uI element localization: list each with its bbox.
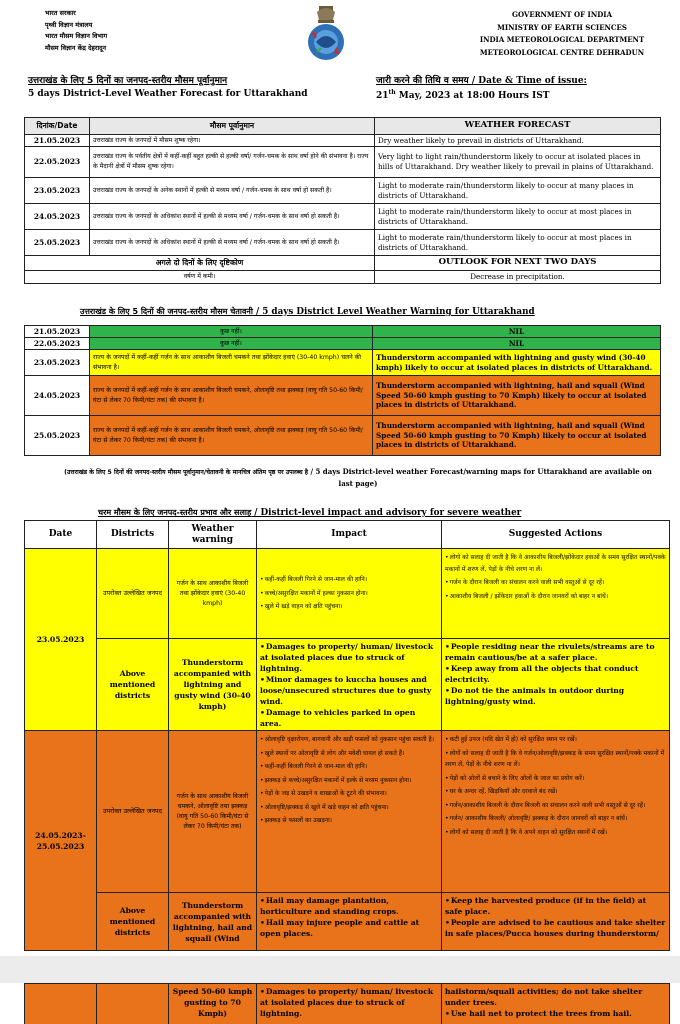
header-english-line: MINISTRY OF EARTH SCIENCES [497, 22, 627, 32]
forecast-table-header [25, 118, 661, 135]
forecast-row [25, 147, 661, 178]
action-item: • गर्जन/ आकाशीय बिजली/ ओलावृष्टि/ झक्कड़ के दौरान जानवरों को बाहर न बांधें। [445, 813, 666, 825]
action-item: • लोगों को सलाह दी जाती है कि वे गर्जन/ओलावृष्टि/झक्कड़ के समय सुरक्षित स्थानों/पक्के मकानों में शरण लें, पेड़ों के नीचे शरण ना लें। [445, 748, 666, 771]
forecast-english: Very light to light rain/thunderstorm likely to occur at isolated places in hills of Uttarakhand. Dry weather likely to prevail in plains of Uttarakhand. [375, 147, 661, 178]
warning-row [25, 376, 661, 416]
impact-list [257, 893, 442, 951]
outlook-english: OUTLOOK FOR NEXT TWO DAYS [375, 256, 661, 271]
impact-list [257, 984, 442, 1024]
impact-district: Above mentioned districts [97, 893, 169, 951]
impact-item: • Hail may damage plantation, horticulture and standing crops. [260, 895, 438, 917]
impact-warning: Thunderstorm accompanied with lightning, hail and squall (Wind [169, 893, 257, 951]
warning-row [25, 326, 661, 338]
impact-list [257, 549, 442, 639]
forecast-english: Light to moderate rain/thunderstorm likely to occur at most places in districts of Uttarakhand. [375, 230, 661, 256]
forecast-hindi: उत्तराखंड राज्य के पर्वतीय क्षेत्रों में कहीं-कहीं बहुत हल्की से हल्की वर्षा/ गर्जन-चमक के साथ वर्षा होने की संभावना है। राज्य के मैदानी क्षेत्रों में मौसम शुष्क रहेगा। [90, 147, 375, 178]
forecast-row [25, 230, 661, 256]
header-forecast-hindi: मौसम पूर्वानुमान [90, 118, 375, 135]
impact-district [97, 984, 169, 1024]
warning-date: 22.05.2023 [25, 338, 90, 350]
impact-date: 23.05.2023 [25, 549, 97, 731]
impact-item: • खुले में खड़े वाहन को क्षति पहुंचना। [260, 601, 438, 613]
outlook-value-hindi: वर्षण में कमी। [25, 271, 375, 284]
warning-hindi: कुछ नहीं। [90, 326, 373, 338]
action-item: • आकाशीय बिजली / झोंकेदार हवाओं के दौरान जानवरों को बाहर न बांधें। [445, 591, 666, 603]
outlook-value-english: Decrease in precipitation. [375, 271, 661, 284]
forecast-hindi: उत्तराखंड राज्य के जनपदों के अधिकांश स्थानों में हल्की से मध्यम वर्षा / गर्जन-चमक के साथ वर्षा हो सकती है। [90, 230, 375, 256]
forecast-title [28, 73, 358, 99]
impact-item: • Hail may injure people and cattle at open places. [260, 917, 438, 939]
impact-warning: गर्जन के साथ आकाशीय बिजली चमकने, ओलावृष्टि तथा झक्कड़ (वायु गति 50-60 किमी/घंटा से लेकर 70 किमी/घंटा तक) [169, 731, 257, 893]
header-english [452, 9, 672, 59]
header-actions: Suggested Actions [442, 521, 670, 549]
header-english-line: METEOROLOGICAL CENTRE DEHRADUN [479, 47, 645, 57]
issue-date-value: 21th May, 2023 at 18:00 Hours IST [376, 89, 550, 101]
maps-note: (उत्तराखंड के लिए 5 दिनों की जनपद-स्तरीय मौसम पूर्वानुमान/चेतावनी के मानचित्र अंतिम पृष्ठ पर उपलब्ध है / 5 days District-level weather Forecast/warning maps for Uttarakhand are available on last page) [64, 467, 652, 488]
header-hindi-line: भारत मौसम विज्ञान विभाग [45, 32, 108, 40]
forecast-hindi: उत्तराखंड राज्य के जनपदों में मौसम शुष्क रहेगा। [90, 135, 375, 147]
impact-item: • कहीं-कहीं बिजली गिरने से जान-माल की हानि। [260, 574, 438, 586]
action-item: • People residing near the rivulets/streams are to remain cautious/be at a safer place. [445, 641, 666, 663]
warning-date: 21.05.2023 [25, 326, 90, 338]
action-item: • Use hail net to protect the trees from hail. [445, 1008, 666, 1019]
warning-hindi: कुछ नहीं। [90, 338, 373, 350]
impact-item: • झक्कड़ से कच्चे/असुरक्षित मकानों में हल्के से मध्यम नुकसान होना। [260, 775, 438, 787]
forecast-english: Dry weather likely to prevail in districts of Uttarakhand. [375, 135, 661, 147]
impact-row [25, 984, 670, 1024]
header-forecast-english: WEATHER FORECAST [375, 118, 661, 135]
outlook-row [25, 256, 661, 271]
header-warning: Weather warning [169, 521, 257, 549]
issue-date-label: जारी करने की तिथि व समय / Date & Time of issue: [376, 76, 587, 86]
action-item: • गर्जन के दौरान बिजली का संचालन करने वाली सभी वस्तुओं से दूर रहें। [445, 577, 666, 589]
impact-item: • खुले स्थानों पर ओलावृष्टि से लोग और मवेशी घायल हो सकते हैं। [260, 748, 438, 760]
impact-list [257, 731, 442, 893]
header-hindi [45, 8, 195, 54]
warning-english: NIL [373, 338, 661, 350]
forecast-row [25, 204, 661, 230]
header-english-line: INDIA METEOROLOGICAL DEPARTMENT [479, 35, 645, 44]
impact-table [24, 520, 670, 951]
warning-english: Thunderstorm accompanied with lightning and gusty wind (30-40 kmph) likely to occur at isolated places in districts of Uttarakhand. [373, 350, 661, 376]
warning-row [25, 416, 661, 456]
impact-list [257, 639, 442, 731]
action-item: • Keep away from all the objects that conduct electricity. [445, 663, 666, 685]
impact-item: • Minor damages to kuccha houses and loose/unsecured structures due to gusty wind. [260, 674, 438, 707]
forecast-date: 24.05.2023 [25, 204, 90, 230]
impact-row [25, 731, 670, 893]
header-english-line: GOVERNMENT OF INDIA [511, 10, 613, 19]
header-hindi-line: पृथ्वी विज्ञान मंत्रालय [45, 20, 93, 29]
impact-item: • Damages to property/ human/ livestock at isolated places due to struck of lightning. [260, 986, 438, 1019]
actions-list [442, 639, 670, 731]
header-hindi-line: मौसम विज्ञान केंद्र देहरादून [45, 43, 107, 52]
forecast-hindi: उत्तराखंड राज्य के जनपदों के अनेक स्थानों में हल्की से मध्यम वर्षा / गर्जन-चमक के साथ वर्षा हो सकती है। [90, 178, 375, 204]
action-item: • गर्जन/आकाशीय बिजली के दौरान बिजली का संचालन करने वाली सभी वस्तुओं से दूर रहें। [445, 800, 666, 812]
forecast-hindi: उत्तराखंड राज्य के जनपदों के अधिकांश स्थानों में हल्की से मध्यम वर्षा / गर्जन-चमक के साथ वर्षा हो सकती है। [90, 204, 375, 230]
header-hindi-line: भारत सरकार [45, 9, 76, 17]
forecast-table [24, 117, 661, 284]
impact-warning: Thunderstorm accompanied with lightning and gusty wind (30-40 kmph) [169, 639, 257, 731]
actions-list [442, 731, 670, 893]
impact-item: • ओलावृष्टि वृक्षारोपण, बागवानी और खड़ी फसलों को नुकसान पहुंचा सकती है। [260, 734, 438, 746]
forecast-date: 21.05.2023 [25, 135, 90, 147]
national-emblem-logo [303, 4, 349, 66]
header-districts: Districts [97, 521, 169, 549]
impact-title: चरम मौसम के लिए जनपद-स्तरीय प्रभाव और सलाह / District-level impact and advisory for severe weather [98, 508, 522, 518]
impact-item: • Damages to property/ human/ livestock at isolated places due to struck of lightning. [260, 641, 438, 674]
forecast-english: Light to moderate rain/thunderstorm likely to occur at many places in districts of Uttarakhand. [375, 178, 661, 204]
impact-district: Above mentioned districts [97, 639, 169, 731]
action-item: • लोगों को सलाह दी जाती है कि वे अपने वाहन को सुरक्षित स्थानों में रखें। [445, 827, 666, 839]
action-item: • लोगो को सलाह दी जाती है कि वे आकाशीय बिजली/झोंकेदार हवाओं के समय सुरक्षित स्थानों/पक्के मकानों में शरण लें, पेड़ों के नीचे शरण ना लें। [445, 552, 666, 575]
forecast-title-hindi: उत्तराखंड के लिए 5 दिनों का जनपद-स्तरीय मौसम पूर्वानुमान [28, 76, 228, 86]
forecast-title-english: 5 days District-Level Weather Forecast for Uttarakhand [28, 89, 308, 99]
action-item: • घर के अन्दर रहें, खिड़कियाँ और दरवाजे बंद रखें। [445, 786, 666, 798]
forecast-english: Light to moderate rain/thunderstorm likely to occur at most places in districts of Uttarakhand. [375, 204, 661, 230]
warning-hindi: राज्य के जनपदों में कहीं-कहीं गर्जन के साथ आकाशीय बिजली चमकने, ओलावृष्टि तथा झक्कड़ (वायु गति 50-60 किमी/घंटा से लेकर 70 किमी/घंटा तक) की संभावना है। [90, 376, 373, 416]
header-date: Date [25, 521, 97, 549]
impact-item: • ओलावृष्टि/झक्कड़ से खुले में खड़े वाहन को क्षति पहुंचना। [260, 802, 438, 814]
warning-date: 25.05.2023 [25, 416, 90, 456]
impact-item: • पेड़ों के जड़ से उखड़ने व शाखाओं के टूटने की संभावना। [260, 788, 438, 800]
forecast-date: 25.05.2023 [25, 230, 90, 256]
warning-english: Thunderstorm accompanied with lightning, hail and squall (Wind Speed 50-60 kmph gusting to 70 Kmph) likely to occur at isolated places in districts of Uttarakhand. [373, 376, 661, 416]
actions-list [442, 893, 670, 951]
impact-table-continued [24, 983, 670, 1024]
impact-row [25, 893, 670, 951]
impact-district: उपरोक्त उल्लेखित जनपद [97, 549, 169, 639]
action-item: • Do not tie the animals in outdoor during lightning/gusty wind. [445, 685, 666, 707]
impact-item: • झक्कड़ से फसलों का उखड़ना। [260, 815, 438, 827]
header-date: दिनांक/Date [25, 118, 90, 135]
header-impact: Impact [257, 521, 442, 549]
actions-list [442, 549, 670, 639]
impact-date [25, 984, 97, 1024]
warning-english: Thunderstorm accompanied with lightning, hail and squall (Wind Speed 50-60 kmph gusting to 70 Kmph) likely to occur at isolated places in districts of Uttarakhand. [373, 416, 661, 456]
outlook-hindi: अगले दो दिनों के लिए दृष्टिकोण [25, 256, 375, 271]
issue-date [376, 73, 676, 101]
impact-warning: गर्जन के साथ आकाशीय बिजली तथा झोंकेदार हवाएं (30-40 kmph) [169, 549, 257, 639]
impact-date: 24.05.2023-25.05.2023 [25, 731, 97, 951]
warning-english: NIL [373, 326, 661, 338]
impact-item: • कहीं-कहीं बिजली गिरने से जान-माल की हानि। [260, 761, 438, 773]
action-item: • पेड़ों को ओलों से बचाने के लिए ओलों के जाल का प्रयोग करें। [445, 773, 666, 785]
impact-row [25, 549, 670, 639]
action-item: • Keep the harvested produce (if in the field) at safe place. [445, 895, 666, 917]
warning-row [25, 350, 661, 376]
action-item: • कटी हुई उपज (यदि खेत में हो) को सुरक्षित स्थान पर रखें। [445, 734, 666, 746]
action-item: • People are advised to be cautious and take shelter in safe places/Pucca houses during thunderstorm/ [445, 917, 666, 939]
warning-date: 23.05.2023 [25, 350, 90, 376]
forecast-row [25, 178, 661, 204]
actions-list [442, 984, 670, 1024]
warning-row [25, 338, 661, 350]
impact-table-header [25, 521, 670, 549]
warning-date: 24.05.2023 [25, 376, 90, 416]
impact-district: उपरोक्त उल्लेखित जनपद [97, 731, 169, 893]
page-break [0, 956, 680, 983]
action-item: hailstorm/squall activities; do not take shelter under trees. [445, 987, 643, 1007]
warning-hindi: राज्य के जनपदों में कहीं-कहीं गर्जन के साथ आकाशीय बिजली चमकने तथा झोंकेदार हवाएं (30-40 kmph) चलने की संभावना है। [90, 350, 373, 376]
impact-row [25, 639, 670, 731]
warning-table [24, 325, 661, 456]
warning-hindi: राज्य के जनपदों में कहीं-कहीं गर्जन के साथ आकाशीय बिजली चमकने, ओलावृष्टि तथा झक्कड़ (वायु गति 50-60 किमी/घंटा से लेकर 70 किमी/घंटा तक) की संभावना है। [90, 416, 373, 456]
forecast-date: 22.05.2023 [25, 147, 90, 178]
impact-item: • कच्चे/असुरक्षित मकानों में हल्का नुकसान होना। [260, 588, 438, 600]
forecast-date: 23.05.2023 [25, 178, 90, 204]
outlook-value-row [25, 271, 661, 284]
impact-warning: Speed 50-60 kmph gusting to 70 Kmph) [169, 984, 257, 1024]
warning-title: उत्तराखंड के लिए 5 दिनों की जनपद-स्तरीय मौसम चेतावनी / 5 days District Level Weather Warning for Uttarakhand [80, 307, 535, 317]
forecast-row [25, 135, 661, 147]
impact-item: • Damage to vehicles parked in open area. [260, 707, 438, 729]
